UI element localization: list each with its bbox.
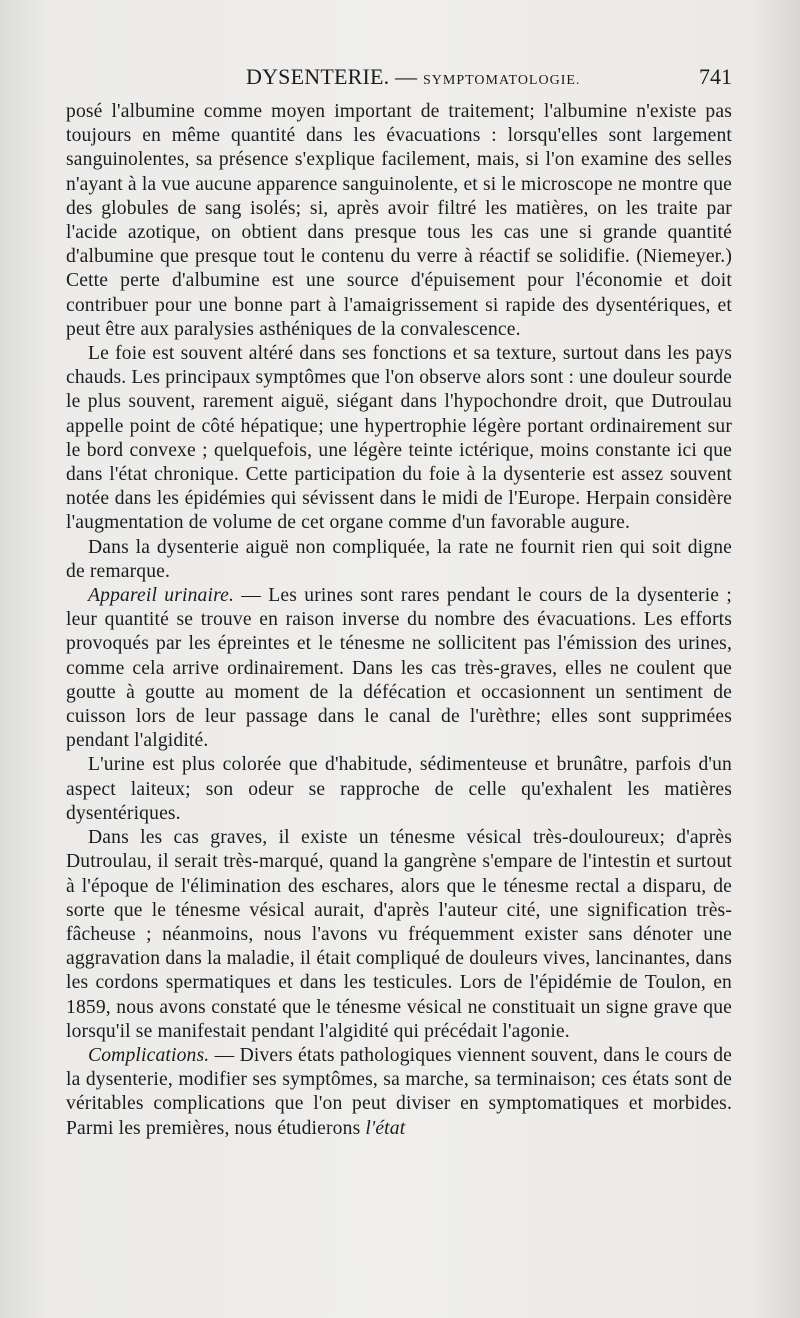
page-number: 741 bbox=[699, 64, 732, 89]
paragraph-tail-italic: l'état bbox=[365, 1117, 406, 1139]
paragraph bbox=[66, 826, 732, 1044]
paragraph bbox=[66, 536, 732, 584]
page-header bbox=[66, 58, 732, 98]
paragraph-text: Dans les cas graves, il existe un ténesme vésical très-douloureux; d'après Dutroulau, il serait très-marqué, quand la gangrène s'empare de l'intestin et surtout à l'époque de l'élimination des eschares, alors que le ténesme rectal a disparu, de sorte que le ténesme vésical aurait, d'après l'auteur cité, une signification très-fâcheuse ; néanmoins, nous l'avons vu fréquemment exister sans dénoter une aggravation dans la maladie, il était compliqué de douleurs vives, lancinantes, dans les cordons spermatiques et dans les testicules. Lors de l'épidémie de Toulon, en 1859, nous avons constaté que le ténesme vésical ne constituait un signe grave que lorsqu'il se manifestait pendant l'algidité qui précédait l'agonie. bbox=[66, 827, 732, 1042]
paragraph-text: posé l'albumine comme moyen important de traitement; l'albumine n'existe pas toujours en même quantité dans les évacuations : lorsqu'elles sont largement sanguinolentes, sa présence s'explique facilement, mais, si l'on examine des selles n'ayant à la vue aucune apparence sanguinolente, et si le microscope ne montre que des globules de sang isolés; si, après avoir filtré les matières, on les traite par l'acide azotique, on obtient dans presque tous les cas une si grande quantité d'albumine que presque tout le contenu du verre à réactif se solidifie. (Niemeyer.) Cette perte d'albumine est une source d'épuisement pour l'économie et doit contribuer pour une bonne part à l'amaigrissement si rapide des dysentériques, et peut être aux paralysies asthéniques de la convalescence. bbox=[66, 101, 732, 340]
paragraph bbox=[66, 753, 732, 826]
section-lead: Complications. bbox=[88, 1044, 210, 1066]
paragraph bbox=[66, 584, 732, 753]
paragraph bbox=[66, 100, 732, 342]
paragraph-text: Le foie est souvent altéré dans ses fonctions et sa texture, surtout dans les pays chauds. Les principaux symptômes que l'on observe alors sont : une douleur sourde le plus souvent, rarement aiguë, siégant dans l'hypochondre droit, que Dutroulau appelle point de côté hépatique; une hypertrophie légère portant ordinairement sur le bord convexe ; quelquefois, une légère teinte ictérique, moins constante ici que dans l'état chronique. Cette participation du foie à la dysenterie est assez souvent notée dans les épidémies qui sévissent dans le midi de l'Europe. Herpain considère l'augmentation de volume de cet organe comme d'un favorable augure. bbox=[66, 343, 732, 534]
paragraph bbox=[66, 342, 732, 536]
paragraph-text: — Les urines sont rares pendant le cours de la dysenterie ; leur quantité se trouve en raison inverse du nombre des évacuations. Les efforts provoqués par les épreintes et le ténesme ne sollicitent pas l'émission des urines, comme cela arrive ordinairement. Dans les cas très-graves, elles ne coulent que goutte à goutte au moment de la défécation et occasionnent un sentiment de cuisson lors de leur passage dans le canal de l'urèthre; elles sont supprimées pendant l'algidité. bbox=[66, 585, 732, 752]
paragraph-text: Dans la dysenterie aiguë non compliquée, la rate ne fournit rien qui soit digne de remarque. bbox=[66, 536, 732, 582]
running-title bbox=[246, 64, 580, 90]
running-title-separator: — bbox=[389, 64, 423, 89]
paragraph bbox=[66, 1044, 732, 1141]
paragraph-text: L'urine est plus colorée que d'habitude, sédimenteuse et brunâtre, parfois d'un aspect laiteux; son odeur se rapproche de celle qu'exhalent les matières dysentériques. bbox=[66, 754, 732, 824]
running-title-subtitle: SYMPTOMATOLOGIE. bbox=[422, 73, 581, 88]
paragraph-text: — Divers états pathologiques viennent souvent, dans le cours de la dysenterie, modifier ses symptômes, sa marche, sa terminaison; ces états sont de véritables complications que l'on peut diviser en symptomatiques et morbides. Parmi les premières, nous étudierons bbox=[66, 1044, 732, 1139]
running-title-main: DYSENTERIE. bbox=[246, 64, 390, 89]
body-text bbox=[66, 100, 732, 1141]
section-lead: Appareil urinaire. bbox=[88, 585, 235, 607]
